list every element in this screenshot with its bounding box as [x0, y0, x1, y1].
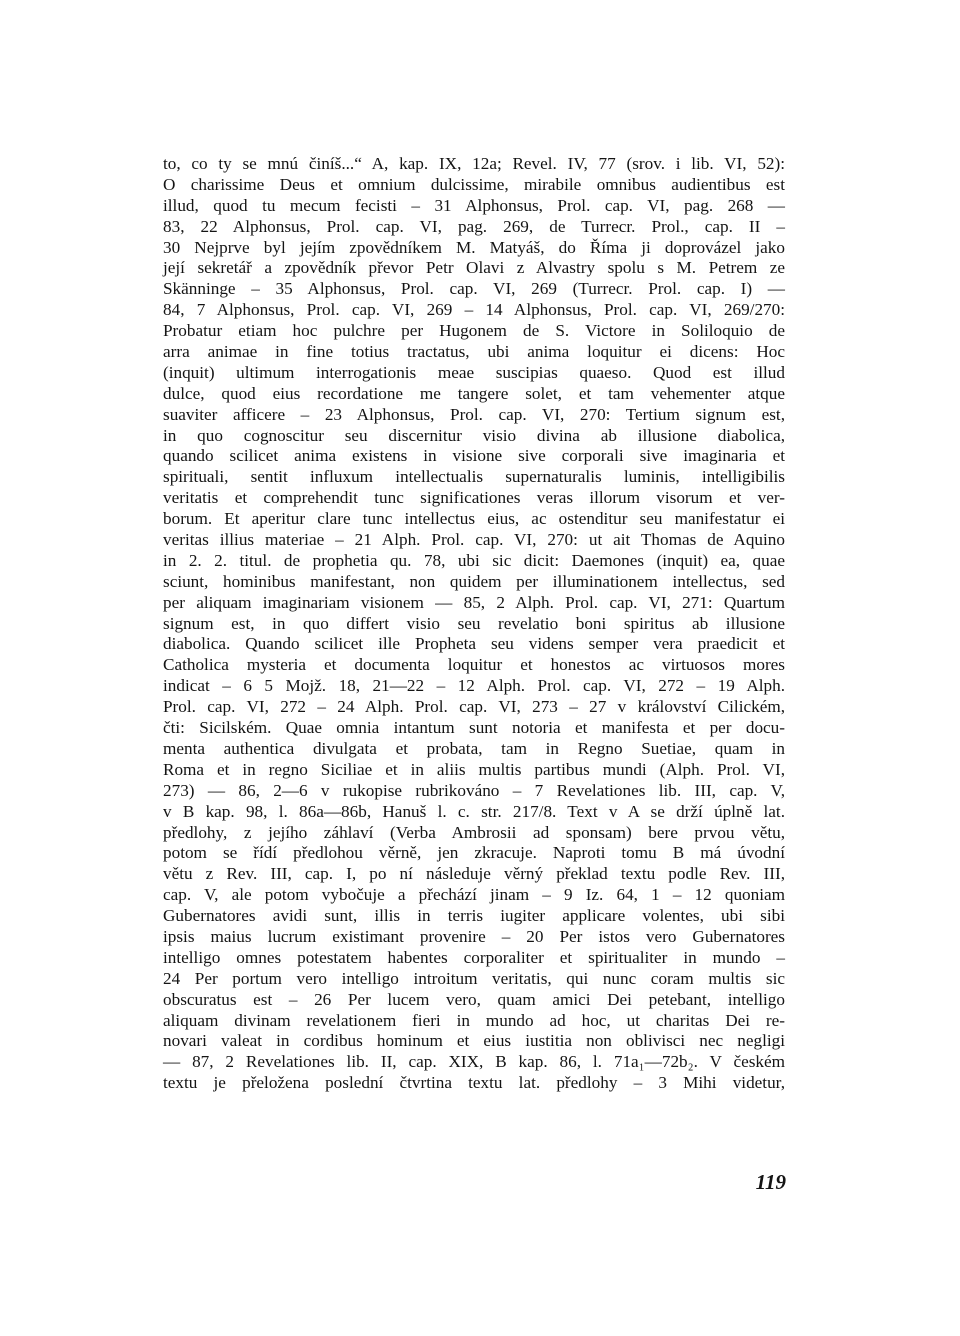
text-line: veritatis et comprehendit tunc significationes veras illorum visorum et ver-	[163, 488, 785, 508]
text-line: její sekretář a zpovědník převor Petr Olavi z Alvastry spolu s M. Petrem ze	[163, 258, 785, 278]
text-line: Catholica mysteria et documenta loquitur et honestos ac virtuosos mores	[163, 655, 785, 675]
text-line: in quo cognoscitur seu discernitur visio divina ab illusione diabolica,	[163, 425, 785, 445]
text-line: dulce, quod eius recordatione me tangere solet, et tam vehementer atque	[163, 383, 785, 403]
text-line: intelligo omnes potestatem habentes corporaliter et spiritualiter in mundo –	[163, 947, 785, 967]
text-line: předlohy, z jejího záhlaví (Verba Ambrosii ad sponsam) bere prvou větu,	[163, 822, 785, 842]
text-line: Skänninge – 35 Alphonsus, Prol. cap. VI, 269 (Turrecr. Prol. cap. I) —	[163, 279, 785, 299]
text-line: větu z Rev. III, cap. I, po ní následuje věrný překlad textu podle Rev. III,	[163, 864, 785, 884]
text-line: Probatur etiam hoc pulchre per Hugonem de S. Victore in Soliloquio de	[163, 321, 785, 341]
text-line: signum est, in quo differt visio seu revelatio boni spiritus ab illusione	[163, 613, 785, 633]
text-line: potom se řídí předlohou věrně, jen zkracuje. Naproti tomu B má úvodní	[163, 843, 785, 863]
text-line: 84, 7 Alphonsus, Prol. cap. VI, 269 – 14 Alphonsus, Prol. cap. VI, 269/270:	[163, 300, 785, 320]
text-line: — 87, 2 Revelationes lib. II, cap. XIX, B kap. 86, l. 71a₁—72b₂. V českém	[163, 1052, 785, 1072]
text-line: arra animae in fine totius tractatus, ubi anima loquitur ei dicens: Hoc	[163, 342, 785, 362]
text-line: menta authentica divulgata et probata, tam in Regno Suetiae, quam in	[163, 738, 785, 758]
text-line: illud, quod tu mecum fecisti – 31 Alphonsus, Prol. cap. VI, pag. 268 —	[163, 195, 785, 215]
footnote-text-block	[163, 154, 785, 1115]
text-line: 273) — 86, 2—6 v rukopise rubrikováno – 7 Revelationes lib. III, cap. V,	[163, 780, 785, 800]
text-line: suaviter afficere – 23 Alphonsus, Prol. cap. VI, 270: Tertium signum est,	[163, 404, 785, 424]
text-line: 30 Nejprve byl jejím zpovědníkem M. Matyáš, do Říma ji doprovázel jako	[163, 237, 785, 257]
text-line: Prol. cap. VI, 272 – 24 Alph. Prol. cap. VI, 273 – 27 v království Cilickém,	[163, 697, 785, 717]
text-line: obscuratus est – 26 Per lucem vero, quam amici Dei petebant, intelligo	[163, 989, 785, 1009]
text-line: Gubernatores avidi sunt, illis in terris iugiter applicare volentes, ubi sibi	[163, 906, 785, 926]
text-line: Roma et in regno Siciliae et in aliis multis partibus mundi (Alph. Prol. VI,	[163, 759, 785, 779]
text-line	[163, 1094, 785, 1115]
text-line: quando scilicet anima existens in visione sive corporali sive imaginaria et	[163, 446, 785, 466]
text-line: novari valeat in cordibus hominum et eius iustitia non oblivisci nec negligi	[163, 1031, 785, 1051]
text-line: v B kap. 98, l. 86a—86b, Hanuš l. c. str. 217/8. Text v A se drží úplně lat.	[163, 801, 785, 821]
text-line: veritas illius materiae – 21 Alph. Prol. cap. VI, 270: ut ait Thomas de Aquino	[163, 530, 785, 550]
text-line: per aliquam imaginariam visionem — 85, 2 Alph. Prol. cap. VI, 271: Quartum	[163, 592, 785, 612]
text-line: aliquam divinam revelationem fieri in mundo ad hoc, ut charitas Dei re-	[163, 1010, 785, 1030]
text-line: ipsis maius lucrum existimant provenire – 20 Per istos vero Gubernatores	[163, 926, 785, 946]
text-line: spirituali, sentit influxum intellectualis supernaturalis luminis, intelligibilis	[163, 467, 785, 487]
text-line: cap. V, ale potom vybočuje a přechází jinam – 9 Iz. 64, 1 – 12 quoniam	[163, 885, 785, 905]
text-line: diabolica. Quando scilicet ille Propheta seu videns semper vera praedicit et	[163, 634, 785, 654]
text-line: to, co ty se mnú činíš...“ A, kap. IX, 12a; Revel. IV, 77 (srov. i lib. VI, 52):	[163, 154, 785, 173]
text-line: borum. Et aperitur clare tunc intellectus eius, ac ostenditur seu manifestatur ei	[163, 509, 785, 529]
page-number: 119	[755, 1170, 786, 1194]
text-line: (inquit) ultimum interrogationis meae suscipias quaeso. Quod est illud	[163, 362, 785, 382]
text-line: 83, 22 Alphonsus, Prol. cap. VI, pag. 269, de Turrecr. Prol., cap. II –	[163, 216, 785, 236]
text-line: O charissime Deus et omnium dulcissime, mirabile omnibus audientibus est	[163, 174, 785, 194]
text-line: 24 Per portum vero intelligo introitum veritatis, qui nunc coram multis sic	[163, 968, 785, 988]
text-line: textu je přeložena poslední čtvrtina textu lat. předlohy – 3 Mihi videtur,	[163, 1073, 785, 1093]
text-line: in 2. 2. titul. de prophetia qu. 78, ubi sic dicit: Daemones (inquit) ea, quae	[163, 550, 785, 570]
text-line: čti: Sicilském. Quae omnia intantum sunt notoria et manifesta et per docu-	[163, 718, 785, 738]
text-line: indicat – 6 5 Mojž. 18, 21—22 – 12 Alph. Prol. cap. VI, 272 – 19 Alph.	[163, 676, 785, 696]
text-line: sciunt, hominibus manifestant, non quidem per illuminationem intellectus, sed	[163, 571, 785, 591]
